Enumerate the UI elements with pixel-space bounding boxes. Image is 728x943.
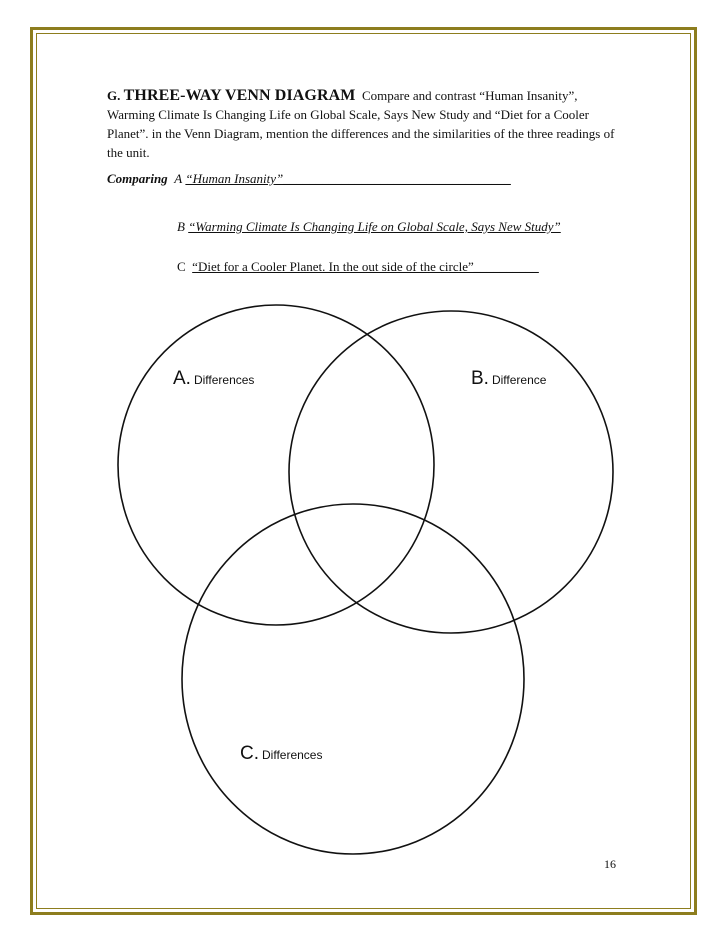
reading-b-prefix: B (177, 219, 185, 234)
venn-label-b-word: Difference (491, 373, 547, 387)
venn-label-c-letter: C. (240, 743, 259, 764)
venn-label-a-letter: A. (173, 368, 191, 389)
exercise-instructions-text: Compare and contrast “Human Insanity”, Warming Climate Is Changing Life on Global Scale, Says New Study and “Diet for a Cooler Planet”. in the Venn Diagram, mention the differences and the similarities of the three readings of the unit. (107, 88, 615, 160)
reading-a-title: “Human Insanity”___________________________________ (185, 171, 511, 186)
reading-a-prefix: A (174, 171, 183, 186)
comparing-label: Comparing (107, 171, 168, 186)
venn-label-c-word: Differences (262, 748, 323, 762)
exercise-heading: THREE-WAY VENN DIAGRAM (123, 87, 356, 104)
page-number: 16 (604, 857, 616, 871)
exercise-letter: G. (107, 88, 121, 103)
venn-label-a (173, 368, 254, 390)
venn-circle-b (289, 311, 613, 633)
reading-b-title: “Warming Climate Is Changing Life on Global Scale, Says New Study” (188, 219, 561, 234)
venn-circle-a (118, 305, 434, 625)
reading-c-title: “Diet for a Cooler Planet. In the out side of the circle”__________ (192, 259, 539, 274)
venn-circle-c (182, 504, 524, 854)
venn-label-c (240, 743, 322, 765)
venn-label-b (471, 368, 546, 390)
venn-label-a-word: Differences (193, 373, 255, 387)
venn-label-b-letter: B. (471, 368, 489, 389)
reading-c-prefix: C (177, 259, 186, 274)
